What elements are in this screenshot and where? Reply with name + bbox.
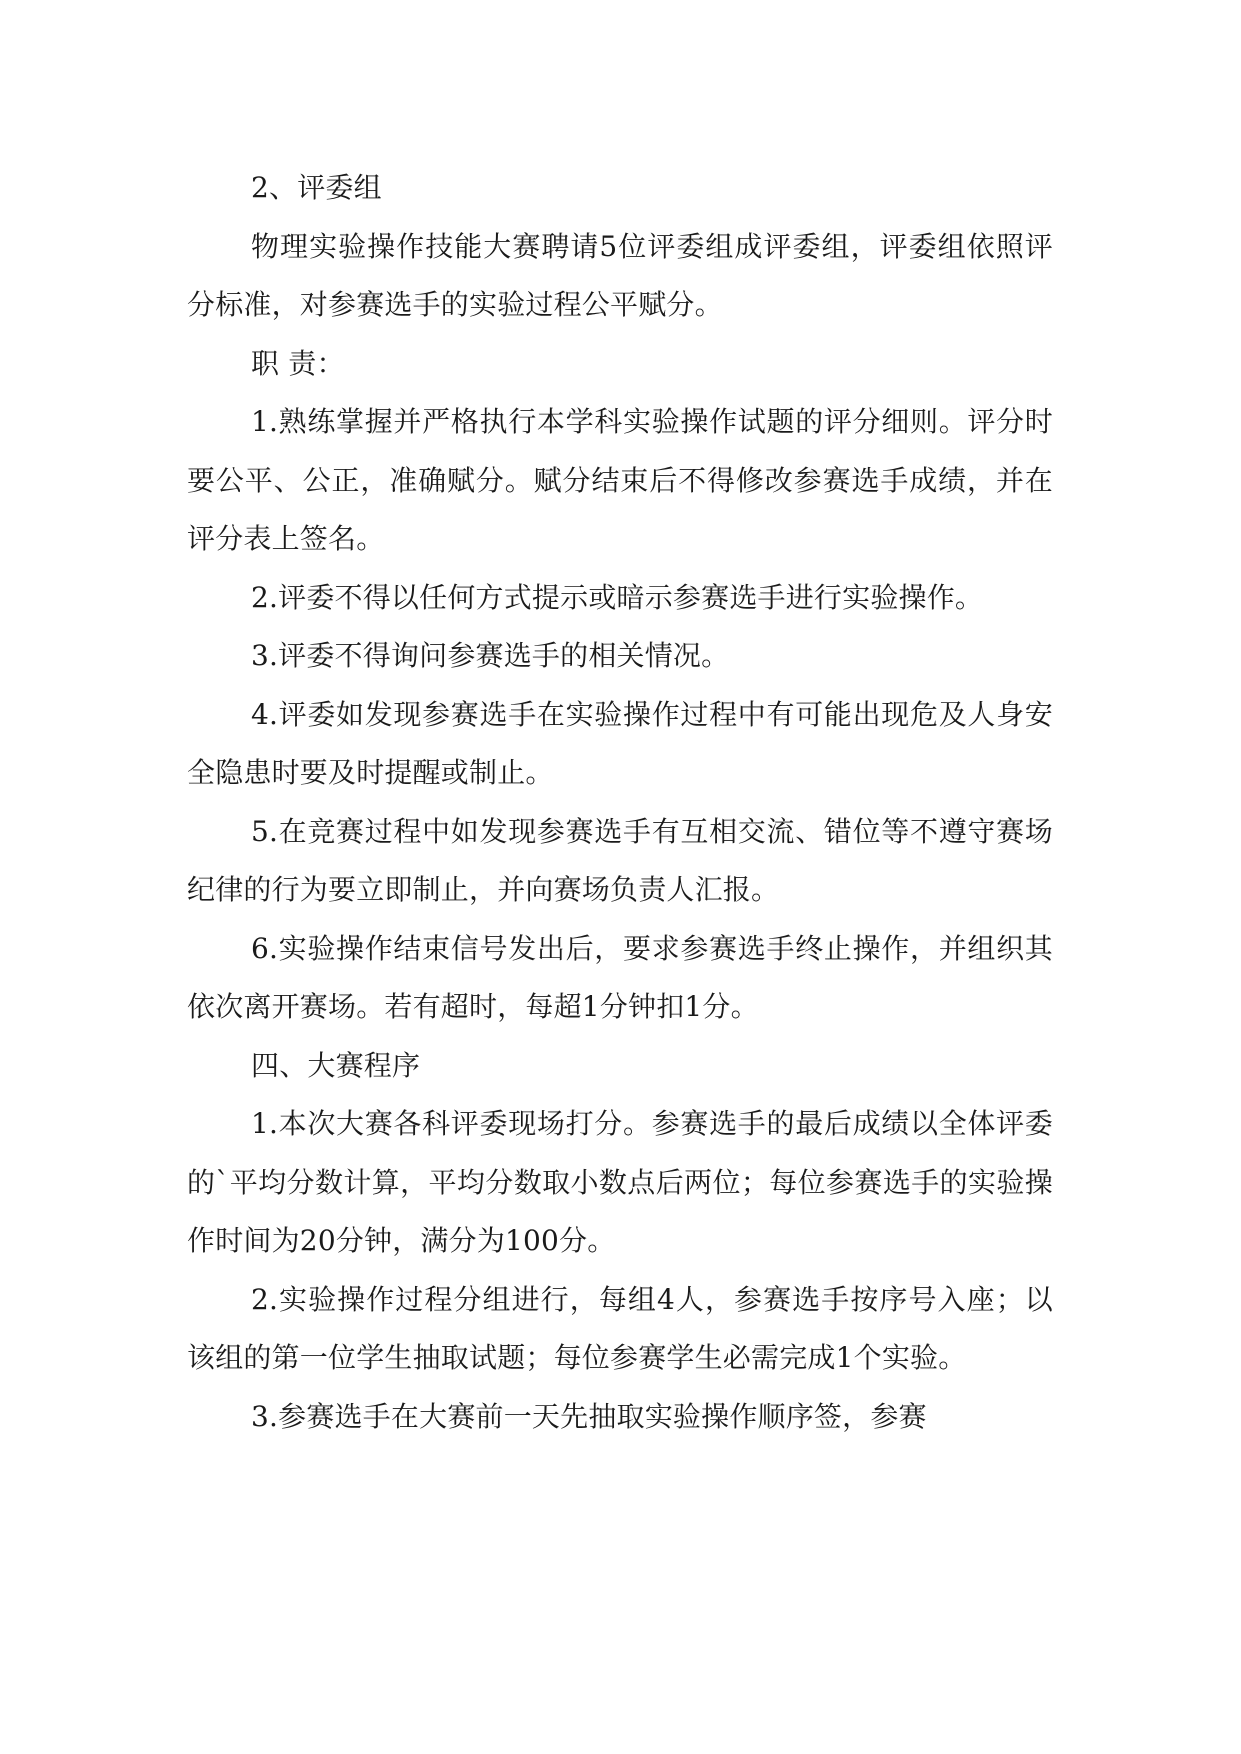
duty-item-1: 1.熟练掌握并严格执行本学科实验操作试题的评分细则。评分时要公平、公正，准确赋分。赋分结束后不得修改参赛选手成绩，并在评分表上签名。 (187, 405, 1053, 555)
section-heading-judging-panel: 2、评委组 (251, 171, 382, 204)
duty-item-5: 5.在竞赛过程中如发现参赛选手有互相交流、错位等不遵守赛场纪律的行为要立即制止，并向赛场负责人汇报。 (187, 814, 1053, 906)
section-heading-competition-procedure: 四、大赛程序 (251, 1048, 421, 1082)
paragraph-judging-panel-intro: 物理实验操作技能大赛聘请5位评委组成评委组，评委组依照评分标准，对参赛选手的实验过程公平赋分。 (187, 229, 1053, 321)
subheading-duties: 职 责： (251, 346, 345, 380)
document-body (187, 159, 1053, 1446)
procedure-item-2: 2.实验操作过程分组进行，每组4人，参赛选手按序号入座；以该组的第一位学生抽取试题；每位参赛学生必需完成1个实验。 (187, 1282, 1053, 1374)
duty-item-3: 3.评委不得询问参赛选手的相关情况。 (251, 639, 730, 672)
duty-item-4: 4.评委如发现参赛选手在实验操作过程中有可能出现危及人身安全隐患时要及时提醒或制止。 (187, 697, 1053, 789)
duty-item-2: 2.评委不得以任何方式提示或暗示参赛选手进行实验操作。 (251, 580, 984, 614)
duty-item-6: 6.实验操作结束信号发出后，要求参赛选手终止操作，并组织其依次离开赛场。若有超时，每超1分钟扣1分。 (187, 931, 1053, 1023)
procedure-item-3: 3.参赛选手在大赛前一天先抽取实验操作顺序签，参赛 (251, 1399, 927, 1433)
procedure-item-1: 1.本次大赛各科评委现场打分。参赛选手的最后成绩以全体评委的`平均分数计算，平均分数取小数点后两位；每位参赛选手的实验操作时间为20分钟，满分为100分。 (187, 1107, 1053, 1257)
